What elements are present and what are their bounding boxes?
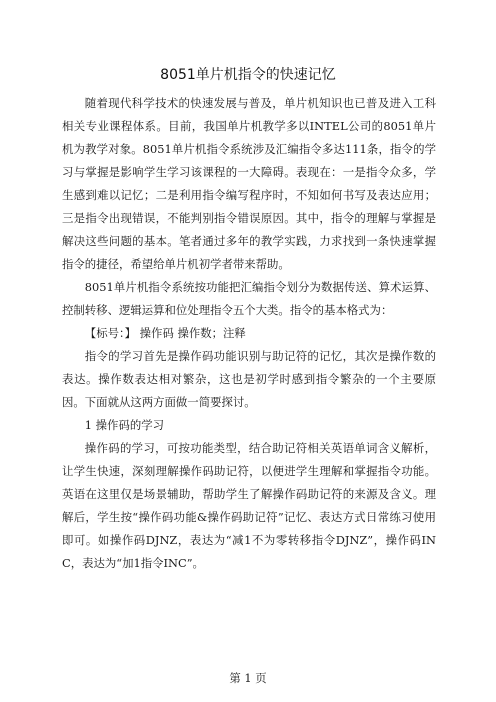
paragraph-learning-overview: 指令的学习首先是操作码功能识别与助记符的记忆，其次是操作数的表达。操作数表达相对繁杂，这也是初学时感到指令繁杂的一个主要原因。下面就从这两方面做一简要探讨。 <box>62 349 436 409</box>
paragraph-instruction-format: 【标号：】 操作码 操作数；注释 <box>84 326 246 340</box>
paragraph-opcode-learning: 操作码的学习，可按功能类型，结合助记符相关英语单词含义解析，让学生快速，深刻理解操作码助记符，以便进学生理解和掌握指令功能。英语在这里仅是场景辅助，帮助学生了解操作码助记符的来源及含义。理解后，学生按“操作码功能&操作码助记符”记忆、表达方式日常练习使用即可。如操作码DJNZ，表达为“减1不为零转移指令DJNZ”，操作码INC，表达为“加1指令INC”。 <box>62 441 436 570</box>
page-number: 第 1 页 <box>229 671 267 685</box>
paragraph-intro: 随着现代科学技术的快速发展与普及，单片机知识也已普及进入工科相关专业课程体系。目前，我国单片机教学多以INTEL公司的8051单片机为教学对象。8051单片机指令系统涉及汇编指令多达111条，指令的学习与掌握是影响学生学习该课程的一大障碍。表现在：一是指令众多，学生感到难以记忆；二是利用指令编写程序时，不知如何书写及表达应用；三是指令出现错误，不能判别指令错误原因。其中，指令的理解与掌握是解决这些问题的基本。笔者通过多年的教学实践，力求找到一条快速掌握指令的捷径，希望给单片机初学者带来帮助。 <box>62 96 436 271</box>
paragraph-instruction-classes: 8051单片机指令系统按功能把汇编指令划分为数据传送、算术运算、控制转移、逻辑运算和位处理指令五个大类。指令的基本格式为： <box>62 280 436 317</box>
document-title: 8051单片机指令的快速记忆 <box>160 67 336 83</box>
document-body <box>62 92 436 575</box>
section-heading-opcode: 1 操作码的学习 <box>84 418 165 432</box>
